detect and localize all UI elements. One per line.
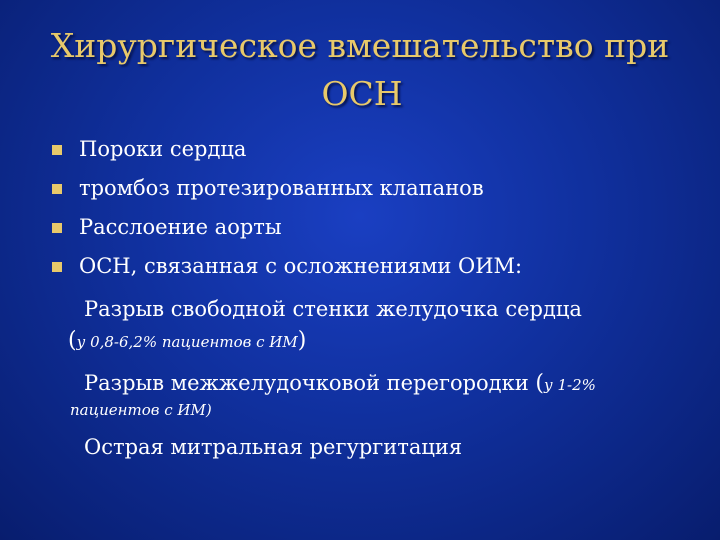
title-line-1: Хирургическое вмешательство при	[50, 26, 670, 65]
note-text: у 0,8-6,2% пациентов с ИМ	[76, 333, 298, 351]
bullet-item: Пороки сердца	[79, 137, 247, 161]
note-text: у 1-2%	[544, 376, 596, 394]
sub-item-note: пациентов с ИМ)	[70, 401, 212, 419]
sub-item: Разрыв свободной стенки желудочка сердца	[84, 297, 582, 321]
sub-item: Разрыв межжелудочковой перегородки (у 1-2%	[84, 371, 596, 396]
bullet-item: тромбоз протезированных клапанов	[79, 176, 484, 200]
bullet-item: ОСН, связанная с осложнениями ОИМ:	[79, 254, 523, 278]
square-bullet-icon	[52, 223, 62, 233]
slide-title	[0, 22, 720, 118]
bullet-item: Расслоение аорты	[79, 215, 282, 239]
square-bullet-icon	[52, 184, 62, 194]
sub-item: Острая митральная регургитация	[84, 435, 463, 459]
sub-item-note: (у 0,8-6,2% пациентов с ИМ)	[68, 328, 307, 353]
square-bullet-icon	[52, 262, 62, 272]
square-bullet-icon	[52, 145, 62, 155]
title-line-2: ОСН	[321, 74, 403, 113]
sub-item-text: Разрыв межжелудочковой перегородки	[84, 371, 529, 395]
